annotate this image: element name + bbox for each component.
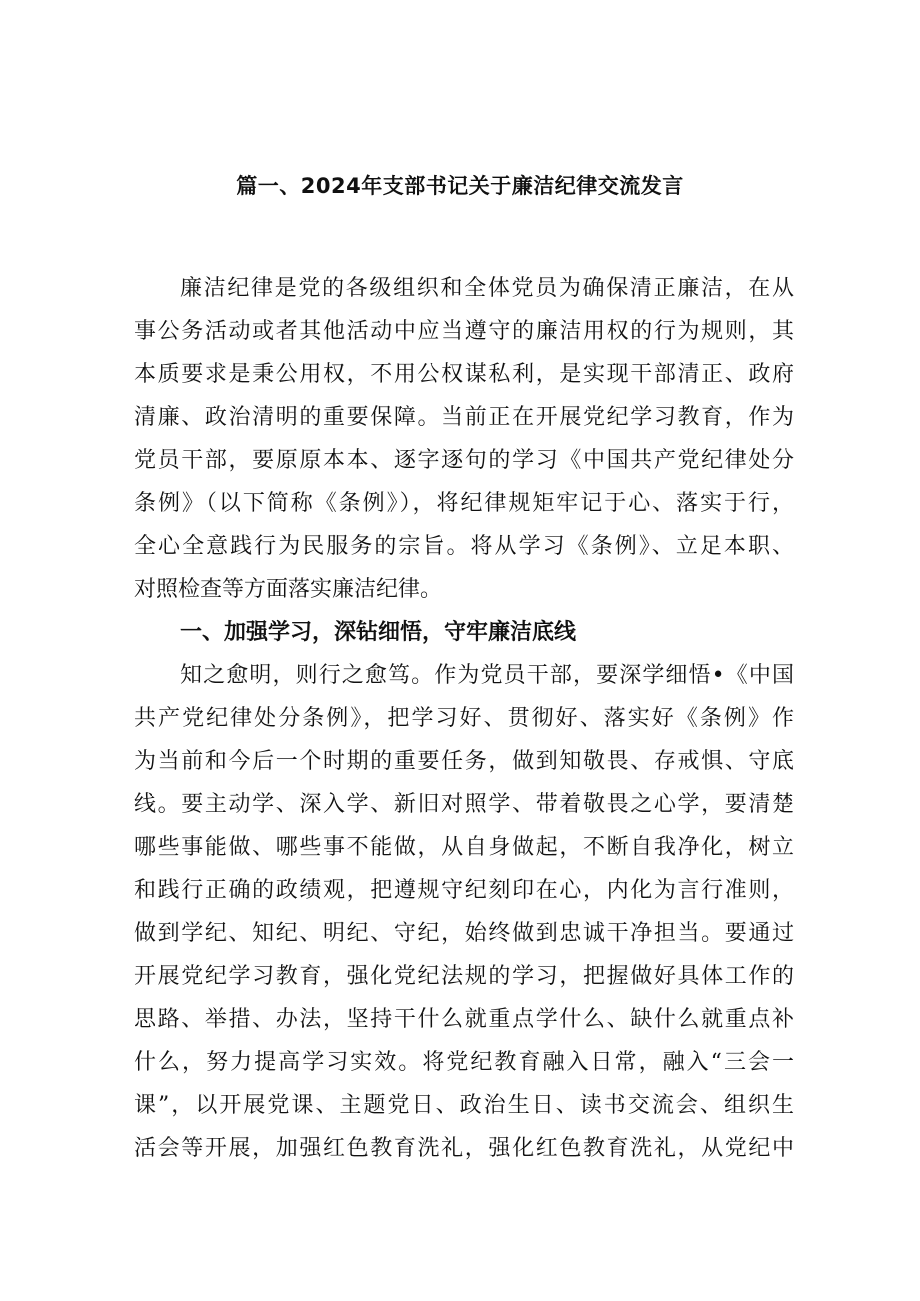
text-line: 对照检查等方面落实廉洁纪律。 (134, 577, 443, 602)
text-line: 条例》（以下简称《条例》），将纪律规矩牢记于心、落实于行， (134, 491, 794, 516)
text-line: 哪些事能做、哪些事不能做，从自身做起，不断自我净化，树立 (134, 835, 794, 860)
section-paragraph (134, 654, 794, 1170)
text-line: 开展党纪学习教育，强化党纪法规的学习，把握做好具体工作的 (134, 964, 794, 989)
text-line: 共产党纪律处分条例》，把学习好、贯彻好、落实好《条例》作 (134, 706, 794, 731)
text-line: 活会等开展，加强红色教育洗礼，强化红色教育洗礼，从党纪中 (134, 1136, 794, 1161)
text-line: 课”，以开展党课、主题党日、政治生日、读书交流会、组织生 (134, 1093, 794, 1118)
text-line: 做到学纪、知纪、明纪、守纪，始终做到忠诚干净担当。要通过 (134, 921, 794, 946)
text-line: 为当前和今后一个时期的重要任务，做到知敬畏、存戒惧、守底 (134, 749, 794, 774)
text-line: 廉洁纪律是党的各级组织和全体党员为确保清正廉洁，在从 (180, 276, 794, 301)
text-line: 知之愈明，则行之愈笃。作为党员干部，要深学细悟•《中国 (180, 663, 794, 688)
text-line: 本质要求是秉公用权，不用公权谋私利，是实现干部清正、政府 (134, 362, 794, 387)
text-line: 事公务活动或者其他活动中应当遵守的廉洁用权的行为规则，其 (134, 319, 794, 344)
text-line: 线。要主动学、深入学、新旧对照学、带着敬畏之心学，要清楚 (134, 792, 794, 817)
document-title: 篇一、2024年支部书记关于廉洁纪律交流发言 (236, 174, 684, 198)
intro-paragraph (134, 267, 794, 611)
text-line: 党员干部，要原原本本、逐字逐句的学习《中国共产党纪律处分 (134, 448, 794, 473)
text-line: 思路、举措、办法，坚持干什么就重点学什么、缺什么就重点补 (134, 1007, 794, 1032)
text-line: 全心全意践行为民服务的宗旨。将从学习《条例》、立足本职、 (134, 534, 794, 559)
document-body (134, 267, 794, 1170)
text-line: 和践行正确的政绩观，把遵规守纪刻印在心，内化为言行准则， (134, 878, 794, 903)
section-heading: 一、加强学习，深钻细悟，守牢廉洁底线 (180, 620, 577, 645)
text-line: 清廉、政治清明的重要保障。当前正在开展党纪学习教育，作为 (134, 405, 794, 430)
text-line: 什么，努力提高学习实效。将党纪教育融入日常，融入“三会一 (134, 1050, 794, 1075)
